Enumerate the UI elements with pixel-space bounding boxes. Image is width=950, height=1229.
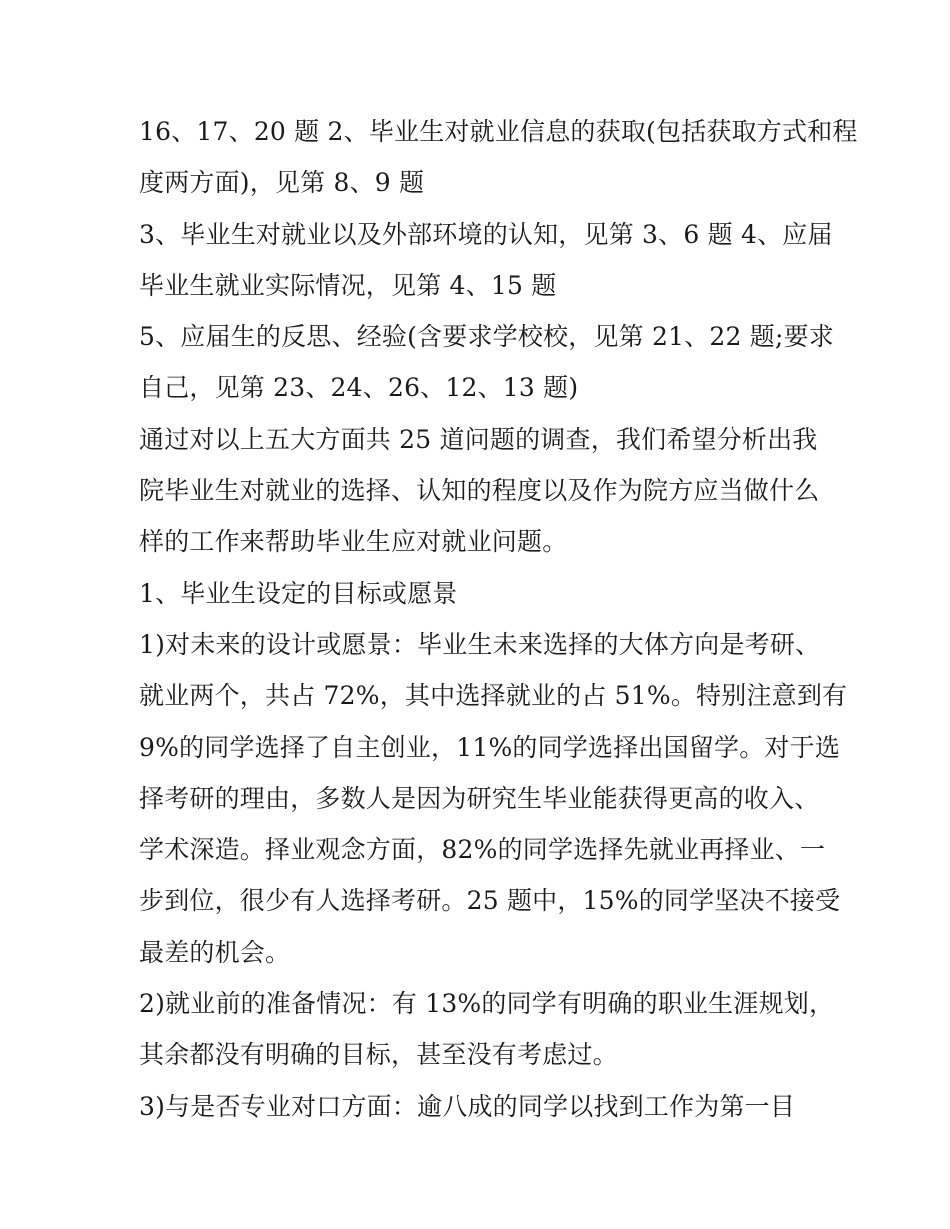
- text-line: 其余都没有明确的目标，甚至没有考虑过。: [139, 1040, 618, 1070]
- text-line: 择考研的理由，多数人是因为研究生毕业能获得更高的收入、: [139, 783, 820, 813]
- text-line: 毕业生就业实际情况，见第 4、15 题: [139, 270, 557, 300]
- text-line: 就业两个，共占 72%，其中选择就业的占 51%。特别注意到有: [139, 681, 848, 711]
- body-text: [139, 106, 858, 1132]
- text-line: 院毕业生对就业的选择、认知的程度以及作为院方应当做什么: [139, 476, 820, 506]
- text-line: 2)就业前的准备情况：有 13%的同学有明确的职业生涯规划，: [139, 989, 835, 1019]
- text-line: 度两方面)，见第 8、9 题: [139, 168, 425, 198]
- text-line: 通过对以上五大方面共 25 道问题的调查，我们希望分析出我: [139, 424, 818, 454]
- section-heading: 1、毕业生设定的目标或愿景: [139, 578, 458, 608]
- text-line: 3、毕业生对就业以及外部环境的认知，见第 3、6 题 4、应届: [139, 219, 833, 249]
- text-line: 自己，见第 23、24、26、12、13 题): [139, 373, 579, 403]
- text-line: 样的工作来帮助毕业生应对就业问题。: [139, 527, 568, 557]
- text-line: 最差的机会。: [139, 937, 291, 967]
- text-line: 步到位，很少有人选择考研。25 题中，15%的同学坚决不接受: [139, 886, 841, 916]
- text-line: 学术深造。择业观念方面，82%的同学选择先就业再择业、一: [139, 835, 826, 865]
- text-line: 5、应届生的反思、经验(含要求学校校，见第 21、22 题;要求: [139, 322, 835, 352]
- text-line: 3)与是否专业对口方面：逾八成的同学以找到工作为第一目: [139, 1091, 796, 1121]
- text-line: 9%的同学选择了自主创业，11%的同学选择出国留学。对于选: [139, 732, 841, 762]
- text-line: 16、17、20 题 2、毕业生对就业信息的获取(包括获取方式和程: [139, 117, 858, 146]
- text-line: 1)对未来的设计或愿景：毕业生未来选择的大体方向是考研、: [139, 629, 821, 659]
